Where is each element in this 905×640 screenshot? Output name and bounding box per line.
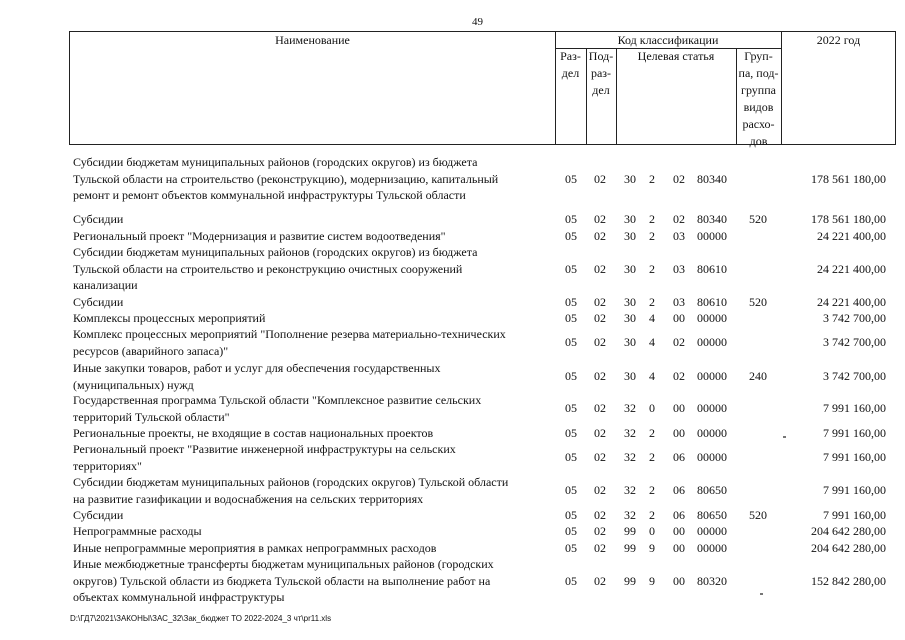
table-row — [0, 228, 905, 245]
cell-podr: 02 — [594, 212, 606, 226]
cell-razd: 05 — [565, 450, 577, 465]
header-target: Целевая статья — [637, 49, 715, 63]
row-name: Региональный проект "Модернизация и развитие систем водоотведения" — [73, 229, 446, 243]
cell-prog: 99 — [624, 524, 636, 538]
cell-grp: 520 — [749, 295, 767, 309]
cell-sub: 4 — [649, 369, 655, 384]
cell-amount: 152 842 280,00 — [811, 573, 886, 588]
cell-sub: 2 — [649, 295, 655, 309]
cell-razd: 05 — [565, 229, 577, 243]
cell-razd: 05 — [565, 369, 577, 384]
cell-amount: 7 991 160,00 — [823, 426, 886, 440]
cell-podr: 02 — [594, 450, 606, 465]
row-name: Комплексы процессных мероприятий — [73, 311, 266, 325]
cell-dir: 00 — [673, 426, 685, 440]
page-number: 49 — [472, 16, 483, 28]
cell-amount: 24 221 400,00 — [817, 229, 886, 243]
row-name: Иные межбюджетные трансферты бюджетам муниципальных районов (городских округов) Тульской области из бюджета Тульской области на выполнение работ на объектах коммунальной инфраструктуры — [73, 557, 494, 605]
cell-dir: 00 — [673, 311, 685, 325]
cell-dir: 06 — [673, 508, 685, 522]
cell-amount: 3 742 700,00 — [823, 369, 886, 384]
file-path: D:\ГД7\2021\ЗАКОНЫ\ЗАС_32\Зак_бюджет ТО 2022-2024_3 чт\pr11.xls — [70, 614, 332, 623]
cell-sub: 0 — [649, 401, 655, 416]
cell-razd: 05 — [565, 171, 577, 186]
cell-dir: 02 — [673, 212, 685, 226]
cell-prog: 32 — [624, 426, 636, 440]
table-row — [0, 310, 905, 327]
cell-grp: 240 — [749, 369, 767, 384]
cell-podr: 02 — [594, 426, 606, 440]
cell-podr: 02 — [594, 335, 606, 350]
cell-amount: 7 991 160,00 — [823, 450, 886, 465]
cell-code: 00000 — [697, 450, 727, 465]
cell-code: 00000 — [697, 401, 727, 416]
table-row — [0, 425, 905, 442]
cell-code: 00000 — [697, 524, 727, 538]
cell-code: 00000 — [697, 229, 727, 243]
cell-dir: 02 — [673, 171, 685, 186]
cell-code: 80340 — [697, 212, 727, 226]
table-header — [69, 31, 896, 148]
cell-grp: 520 — [749, 212, 767, 226]
table-row — [0, 326, 905, 359]
cell-sub: 2 — [649, 508, 655, 522]
cell-podr: 02 — [594, 541, 606, 555]
cell-amount: 204 642 280,00 — [811, 524, 886, 538]
row-name: Субсидии бюджетам муниципальных районов (городских округов) Тульской области на развитие газификации и водоснабжения на сельских территориях — [73, 475, 509, 506]
cell-podr: 02 — [594, 508, 606, 522]
cell-sub: 9 — [649, 541, 655, 555]
cell-dir: 06 — [673, 450, 685, 465]
table-row — [0, 392, 905, 425]
cell-amount: 7 991 160,00 — [823, 401, 886, 416]
cell-code: 80610 — [697, 295, 727, 309]
header-name: Наименование — [275, 33, 350, 47]
cell-amount: 3 742 700,00 — [823, 311, 886, 325]
cell-prog: 30 — [624, 295, 636, 309]
cell-razd: 05 — [565, 524, 577, 538]
cell-grp: 520 — [749, 508, 767, 522]
row-name: Субсидии бюджетам муниципальных районов (городских округов) из бюджета Тульской области на строительство (реконструкцию), модернизацию, капитальный ремонт и ремонт объектов коммунальной инфраструктуры Тульской области — [73, 155, 499, 203]
row-name: Региональные проекты, не входящие в состав национальных проектов — [73, 426, 434, 440]
cell-sub: 9 — [649, 573, 655, 588]
cell-dir: 00 — [673, 401, 685, 416]
cell-amount: 24 221 400,00 — [817, 261, 886, 276]
table-row — [0, 154, 905, 204]
cell-dir: 03 — [673, 229, 685, 243]
row-name: Субсидии — [73, 212, 124, 226]
cell-code: 00000 — [697, 426, 727, 440]
cell-dir: 03 — [673, 261, 685, 276]
cell-code: 80340 — [697, 171, 727, 186]
cell-sub: 2 — [649, 171, 655, 186]
cell-podr: 02 — [594, 295, 606, 309]
row-name: Комплекс процессных мероприятий "Пополнение резерва материально-технических ресурсов (аварийного запаса)" — [73, 327, 506, 358]
row-name: Государственная программа Тульской области "Комплексное развитие сельских территорий Тульской области" — [73, 393, 482, 424]
cell-razd: 05 — [565, 508, 577, 522]
cell-amount: 204 642 280,00 — [811, 541, 886, 555]
cell-amount: 7 991 160,00 — [823, 483, 886, 498]
header-razdel: Раз- дел — [560, 49, 581, 80]
row-name: Субсидии — [73, 508, 124, 522]
row-name: Субсидии бюджетам муниципальных районов (городских округов) из бюджета Тульской области на строительство и реконструкцию очистных сооружений канализации — [73, 245, 478, 293]
header-year: 2022 год — [816, 33, 861, 47]
cell-code: 00000 — [697, 541, 727, 555]
cell-prog: 32 — [624, 508, 636, 522]
header-classification: Код классификации — [617, 33, 719, 47]
cell-podr: 02 — [594, 311, 606, 325]
header-podrazdel: Под- раз- дел — [588, 49, 614, 97]
cell-sub: 2 — [649, 483, 655, 498]
cell-podr: 02 — [594, 171, 606, 186]
cell-prog: 30 — [624, 171, 636, 186]
cell-code: 80320 — [697, 573, 727, 588]
cell-razd: 05 — [565, 401, 577, 416]
table-row — [0, 556, 905, 606]
table-row — [0, 523, 905, 540]
cell-code: 00000 — [697, 369, 727, 384]
cell-prog: 99 — [624, 541, 636, 555]
table-row — [0, 474, 905, 507]
cell-razd: 05 — [565, 573, 577, 588]
cell-dir: 06 — [673, 483, 685, 498]
cell-prog: 99 — [624, 573, 636, 588]
cell-dir: 03 — [673, 295, 685, 309]
cell-razd: 05 — [565, 261, 577, 276]
cell-code: 00000 — [697, 335, 727, 350]
cell-dir: 00 — [673, 573, 685, 588]
cell-razd: 05 — [565, 541, 577, 555]
cell-sub: 2 — [649, 261, 655, 276]
cell-prog: 30 — [624, 311, 636, 325]
cell-sub: 4 — [649, 311, 655, 325]
cell-dir: 00 — [673, 524, 685, 538]
cell-code: 00000 — [697, 311, 727, 325]
cell-code: 80650 — [697, 508, 727, 522]
table-row — [0, 294, 905, 311]
cell-sub: 4 — [649, 335, 655, 350]
table-row — [0, 540, 905, 557]
cell-prog: 32 — [624, 401, 636, 416]
cell-prog: 30 — [624, 212, 636, 226]
row-name: Непрограммные расходы — [73, 524, 202, 538]
table-row — [0, 244, 905, 294]
cell-razd: 05 — [565, 311, 577, 325]
cell-code: 80650 — [697, 483, 727, 498]
cell-amount: 3 742 700,00 — [823, 335, 886, 350]
cell-dir: 02 — [673, 369, 685, 384]
cell-sub: 2 — [649, 426, 655, 440]
cell-dir: 02 — [673, 335, 685, 350]
cell-podr: 02 — [594, 369, 606, 384]
table-row — [0, 441, 905, 474]
cell-prog: 30 — [624, 229, 636, 243]
cell-prog: 32 — [624, 483, 636, 498]
cell-sub: 0 — [649, 524, 655, 538]
cell-podr: 02 — [594, 483, 606, 498]
cell-razd: 05 — [565, 335, 577, 350]
row-name: Иные непрограммные мероприятия в рамках непрограммных расходов — [73, 541, 437, 555]
cell-amount: 178 561 180,00 — [811, 171, 886, 186]
table-row — [0, 360, 905, 393]
cell-razd: 05 — [565, 426, 577, 440]
header-group: Груп- па, под- группа видов расхо- дов — [738, 49, 779, 148]
cell-prog: 30 — [624, 369, 636, 384]
cell-podr: 02 — [594, 573, 606, 588]
cell-sub: 2 — [649, 212, 655, 226]
row-name: Региональный проект "Развитие инженерной инфраструктуры на сельских территориях" — [73, 442, 456, 473]
cell-razd: 05 — [565, 295, 577, 309]
row-name: Иные закупки товаров, работ и услуг для обеспечения государственных (муниципальных) нужд — [73, 361, 441, 392]
row-name: Субсидии — [73, 295, 124, 309]
cell-code: 80610 — [697, 261, 727, 276]
cell-sub: 2 — [649, 450, 655, 465]
table-row — [0, 211, 905, 228]
cell-prog: 30 — [624, 261, 636, 276]
cell-razd: 05 — [565, 212, 577, 226]
cell-podr: 02 — [594, 524, 606, 538]
cell-razd: 05 — [565, 483, 577, 498]
cell-podr: 02 — [594, 401, 606, 416]
cell-amount: 7 991 160,00 — [823, 508, 886, 522]
cell-prog: 32 — [624, 450, 636, 465]
cell-amount: 24 221 400,00 — [817, 295, 886, 309]
cell-podr: 02 — [594, 261, 606, 276]
cell-sub: 2 — [649, 229, 655, 243]
cell-podr: 02 — [594, 229, 606, 243]
cell-prog: 30 — [624, 335, 636, 350]
table-row — [0, 507, 905, 524]
cell-amount: 178 561 180,00 — [811, 212, 886, 226]
cell-dir: 00 — [673, 541, 685, 555]
